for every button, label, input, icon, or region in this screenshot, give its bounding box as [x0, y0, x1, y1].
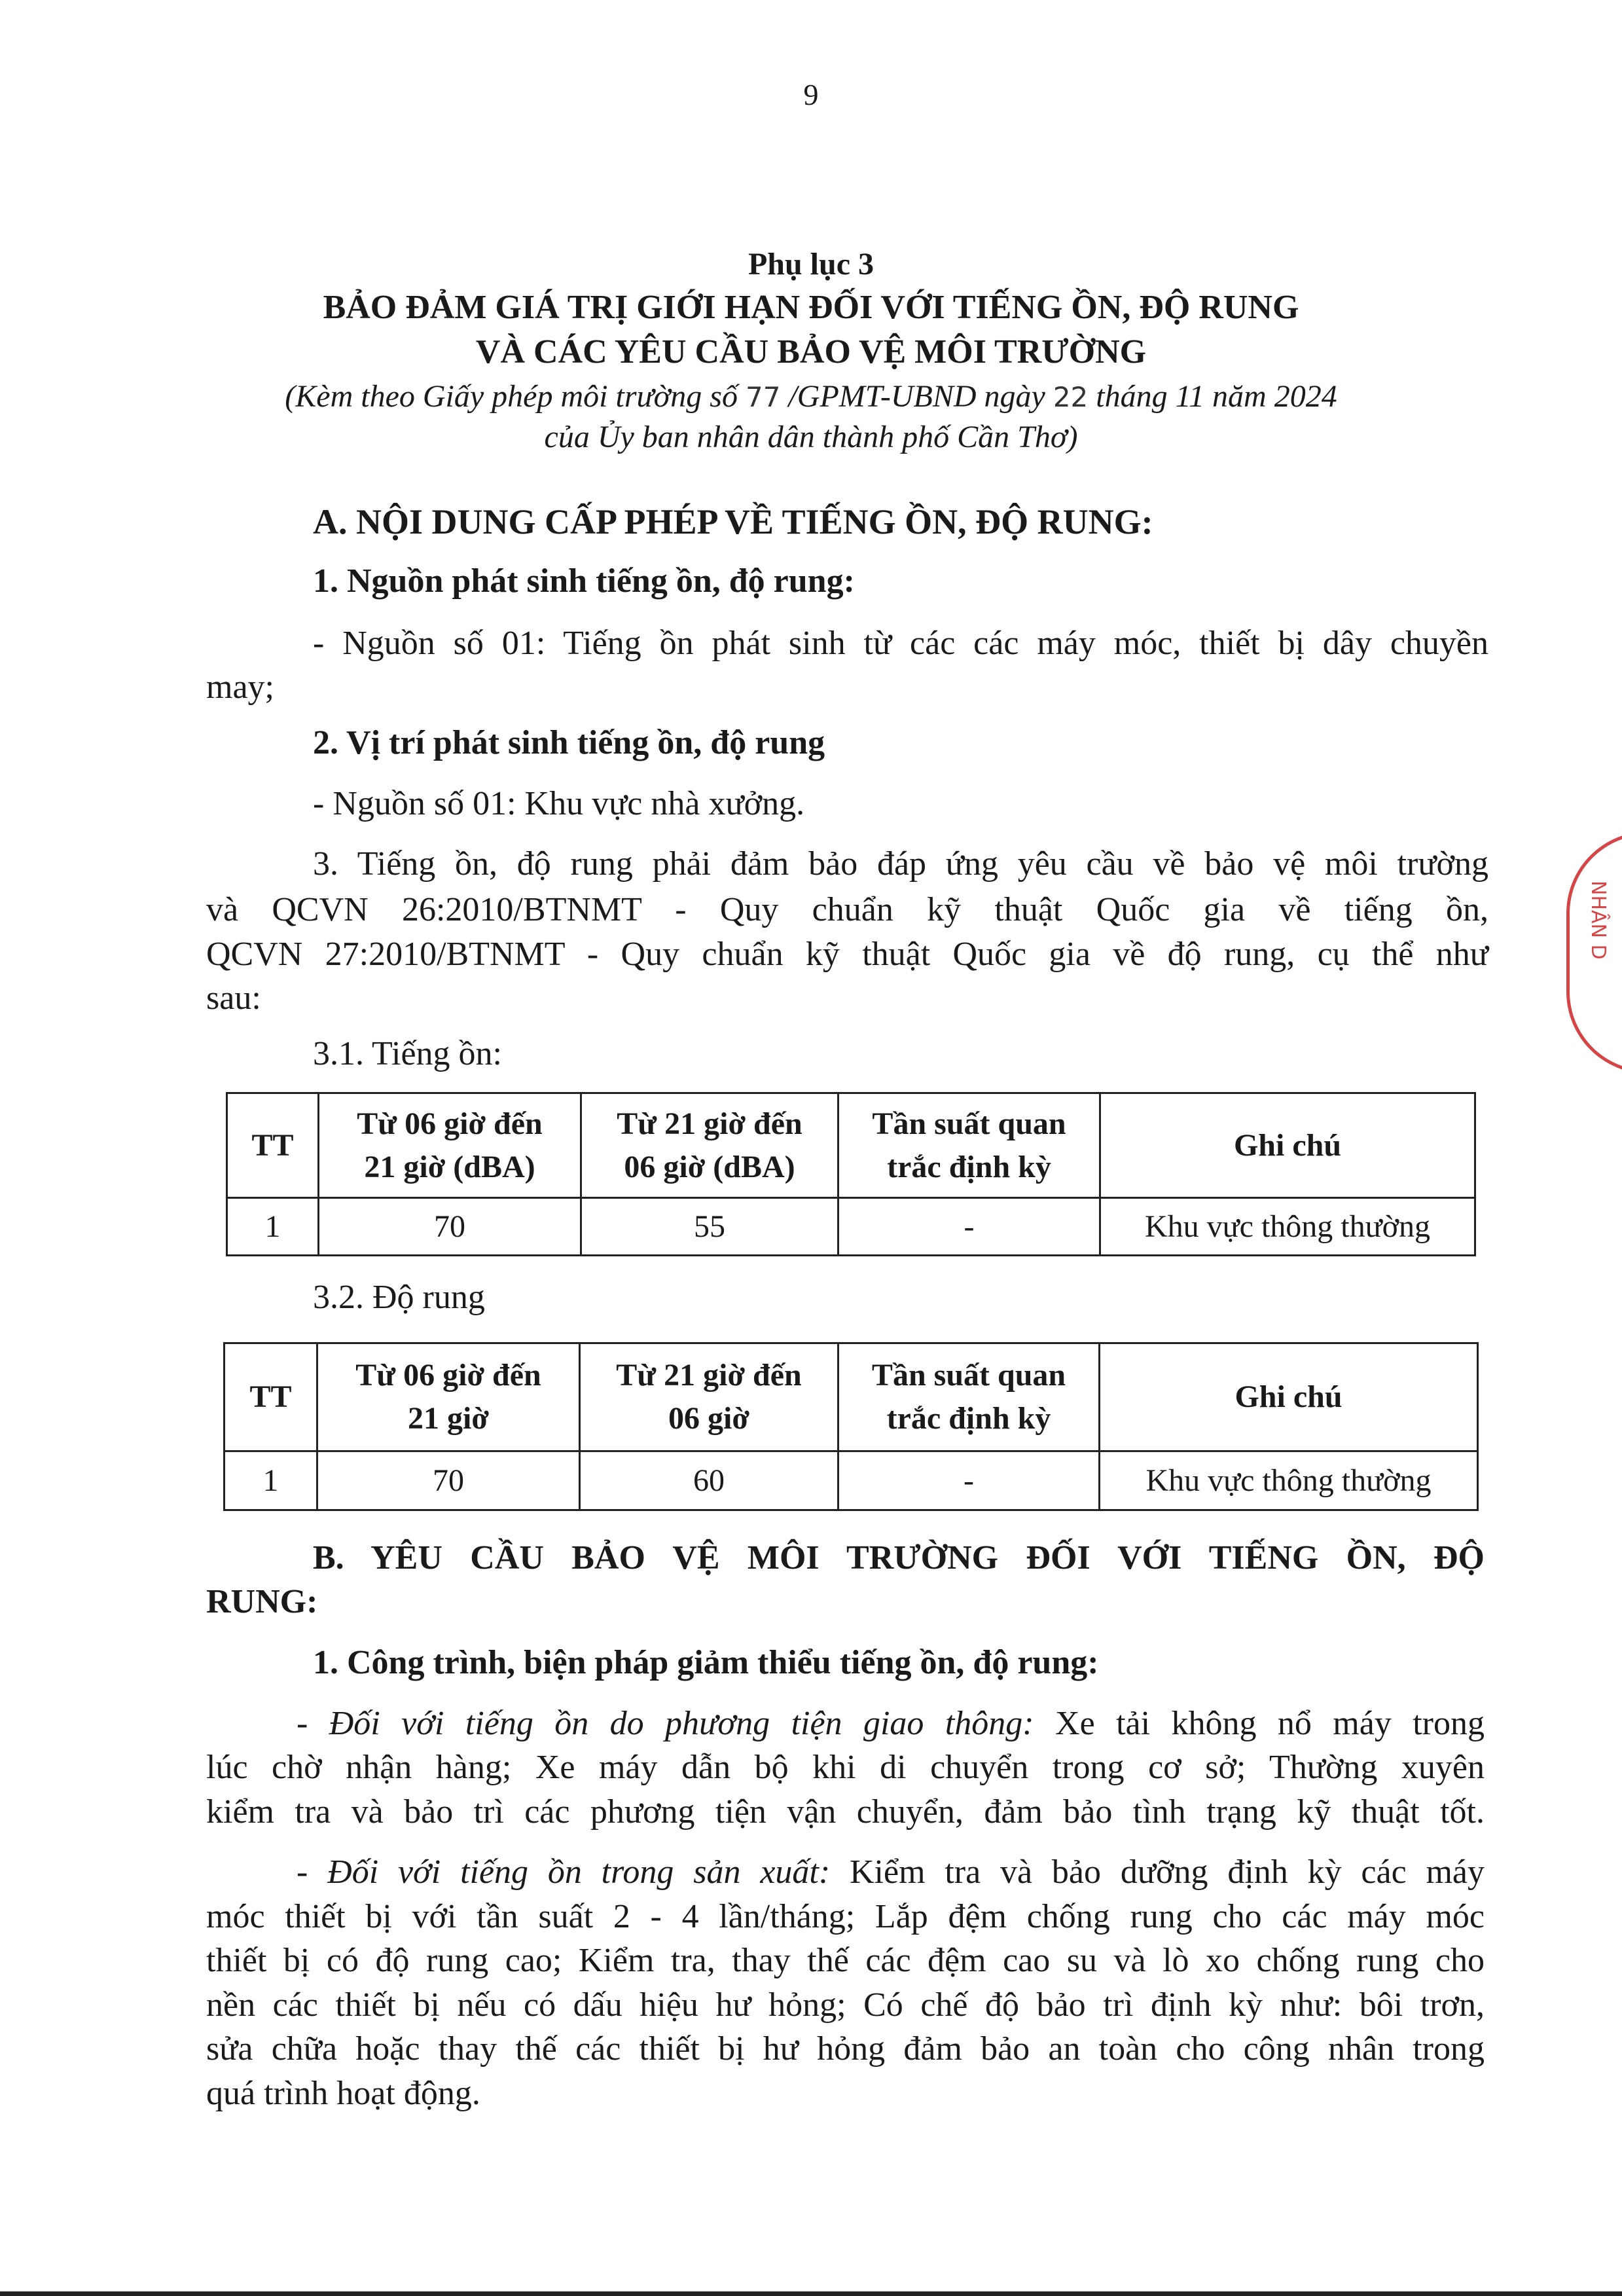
header-frequency: Tần suất quan trắc định kỳ: [838, 1093, 1100, 1198]
seal-text: NHÂN D: [1587, 881, 1610, 960]
paragraph1-line3: kiểm tra và bảo trì các phương tiện vận chuyển, đảm bảo tình trạng kỹ thuật tốt.: [206, 1793, 1485, 1831]
vibration-table: [223, 1342, 1479, 1511]
cell-note: Khu vực thông thường: [1100, 1198, 1475, 1256]
noise-label: 3.1. Tiếng ồn:: [313, 1035, 502, 1072]
page-number: 9: [803, 78, 819, 111]
cell-day: 70: [319, 1198, 581, 1256]
red-seal-stamp: [1566, 831, 1622, 1074]
paragraph1-lead: - Đối với tiếng ồn do phương tiện giao thông:: [297, 1705, 1034, 1742]
noise-table: [226, 1092, 1476, 1256]
header-night: Từ 21 giờ đến 06 giờ: [580, 1343, 838, 1451]
document-title-line1: BẢO ĐẢM GIÁ TRỊ GIỚI HẠN ĐỐI VỚI TIẾNG ỒN, ĐỘ RUNG: [323, 289, 1299, 326]
paragraph1-line1: - Đối với tiếng ồn do phương tiện giao thông: Xe tải không nổ máy trong: [297, 1705, 1485, 1742]
header-note: Ghi chú: [1100, 1343, 1478, 1451]
cell-tt: 1: [227, 1198, 319, 1256]
paragraph2-line6: quá trình hoạt động.: [206, 2075, 480, 2112]
cell-tt: 1: [225, 1451, 317, 1510]
paragraph2-line3: thiết bị có độ rung cao; Kiểm tra, thay thế các đệm cao su và lò xo chống rung cho: [206, 1942, 1485, 1979]
paragraph2-line4: nền các thiết bị nếu có dấu hiệu hư hỏng; Có chế độ bảo trì định kỳ như: bôi trơn,: [206, 1986, 1485, 2024]
permit-day: 22: [1053, 381, 1089, 413]
vibration-label: 3.2. Độ rung: [313, 1279, 485, 1316]
attachment-note: [0, 378, 1622, 414]
table-row: [225, 1451, 1478, 1510]
cell-frequency: -: [838, 1451, 1100, 1510]
table-header-row: [225, 1343, 1478, 1451]
attachment-prefix: (Kèm theo Giấy phép môi trường số: [285, 379, 738, 414]
attachment-suffix: tháng 11 năm 2024: [1096, 379, 1337, 414]
appendix-title: Phụ lục 3: [748, 247, 874, 282]
item2-text: - Nguồn số 01: Khu vực nhà xưởng.: [313, 785, 805, 822]
item3-line1: 3. Tiếng ồn, độ rung phải đảm bảo đáp ứng yêu cầu về bảo vệ môi trường: [313, 845, 1488, 883]
item3-line4: sau:: [206, 979, 261, 1017]
item1-text-line1: - Nguồn số 01: Tiếng ồn phát sinh từ các các máy móc, thiết bị dây chuyền: [313, 625, 1488, 662]
cell-day: 70: [317, 1451, 580, 1510]
paragraph2-line1: - Đối với tiếng ồn trong sản xuất: Kiểm tra và bảo dưỡng định kỳ các máy: [297, 1853, 1485, 1891]
cell-night: 60: [580, 1451, 838, 1510]
section-b-heading-line2: RUNG:: [206, 1583, 318, 1620]
attachment-issuer: của Ủy ban nhân dân thành phố Cần Thơ): [544, 420, 1078, 454]
header-tt: TT: [227, 1093, 319, 1198]
header-frequency: Tần suất quan trắc định kỳ: [838, 1343, 1100, 1451]
paragraph1-line2: lúc chờ nhận hàng; Xe máy dẫn bộ khi di chuyển trong cơ sở; Thường xuyên: [206, 1749, 1485, 1786]
item1-text-line2: may;: [206, 668, 274, 706]
paragraph2-line2: móc thiết bị với tần suất 2 - 4 lần/tháng; Lắp đệm chống rung cho các máy móc: [206, 1898, 1485, 1935]
header-day: Từ 06 giờ đến 21 giờ (dBA): [319, 1093, 581, 1198]
cell-frequency: -: [838, 1198, 1100, 1256]
header-tt: TT: [225, 1343, 317, 1451]
header-day: Từ 06 giờ đến 21 giờ: [317, 1343, 580, 1451]
cell-note: Khu vực thông thường: [1100, 1451, 1478, 1510]
section-b-item1-heading: 1. Công trình, biện pháp giảm thiểu tiếng ồn, độ rung:: [313, 1644, 1099, 1681]
paragraph2-line5: sửa chữa hoặc thay thế các thiết bị hư hỏng đảm bảo an toàn cho công nhân trong: [206, 2030, 1485, 2068]
table-row: [227, 1198, 1475, 1256]
cell-night: 55: [581, 1198, 838, 1256]
page-bottom-edge: [0, 2291, 1622, 2296]
paragraph2-lead: - Đối với tiếng ồn trong sản xuất:: [297, 1853, 831, 1891]
document-title-line2: VÀ CÁC YÊU CẦU BẢO VỆ MÔI TRƯỜNG: [475, 333, 1147, 371]
item1-heading: 1. Nguồn phát sinh tiếng ồn, độ rung:: [313, 562, 855, 600]
attachment-mid: /GPMT-UBND ngày: [788, 379, 1045, 414]
section-b-heading-line1: B. YÊU CẦU BẢO VỆ MÔI TRƯỜNG ĐỐI VỚI TIẾNG ỒN, ĐỘ: [313, 1539, 1485, 1576]
section-a-heading: A. NỘI DUNG CẤP PHÉP VỀ TIẾNG ỒN, ĐỘ RUNG:: [313, 502, 1153, 541]
permit-number: 77: [745, 381, 781, 413]
table-header-row: [227, 1093, 1475, 1198]
header-night: Từ 21 giờ đến 06 giờ (dBA): [581, 1093, 838, 1198]
item2-heading: 2. Vị trí phát sinh tiếng ồn, độ rung: [313, 724, 825, 761]
header-note: Ghi chú: [1100, 1093, 1475, 1198]
item3-line2: và QCVN 26:2010/BTNMT - Quy chuẩn kỹ thuật Quốc gia về tiếng ồn,: [206, 891, 1488, 928]
item3-line3: QCVN 27:2010/BTNMT - Quy chuẩn kỹ thuật Quốc gia về độ rung, cụ thể như: [206, 936, 1488, 973]
